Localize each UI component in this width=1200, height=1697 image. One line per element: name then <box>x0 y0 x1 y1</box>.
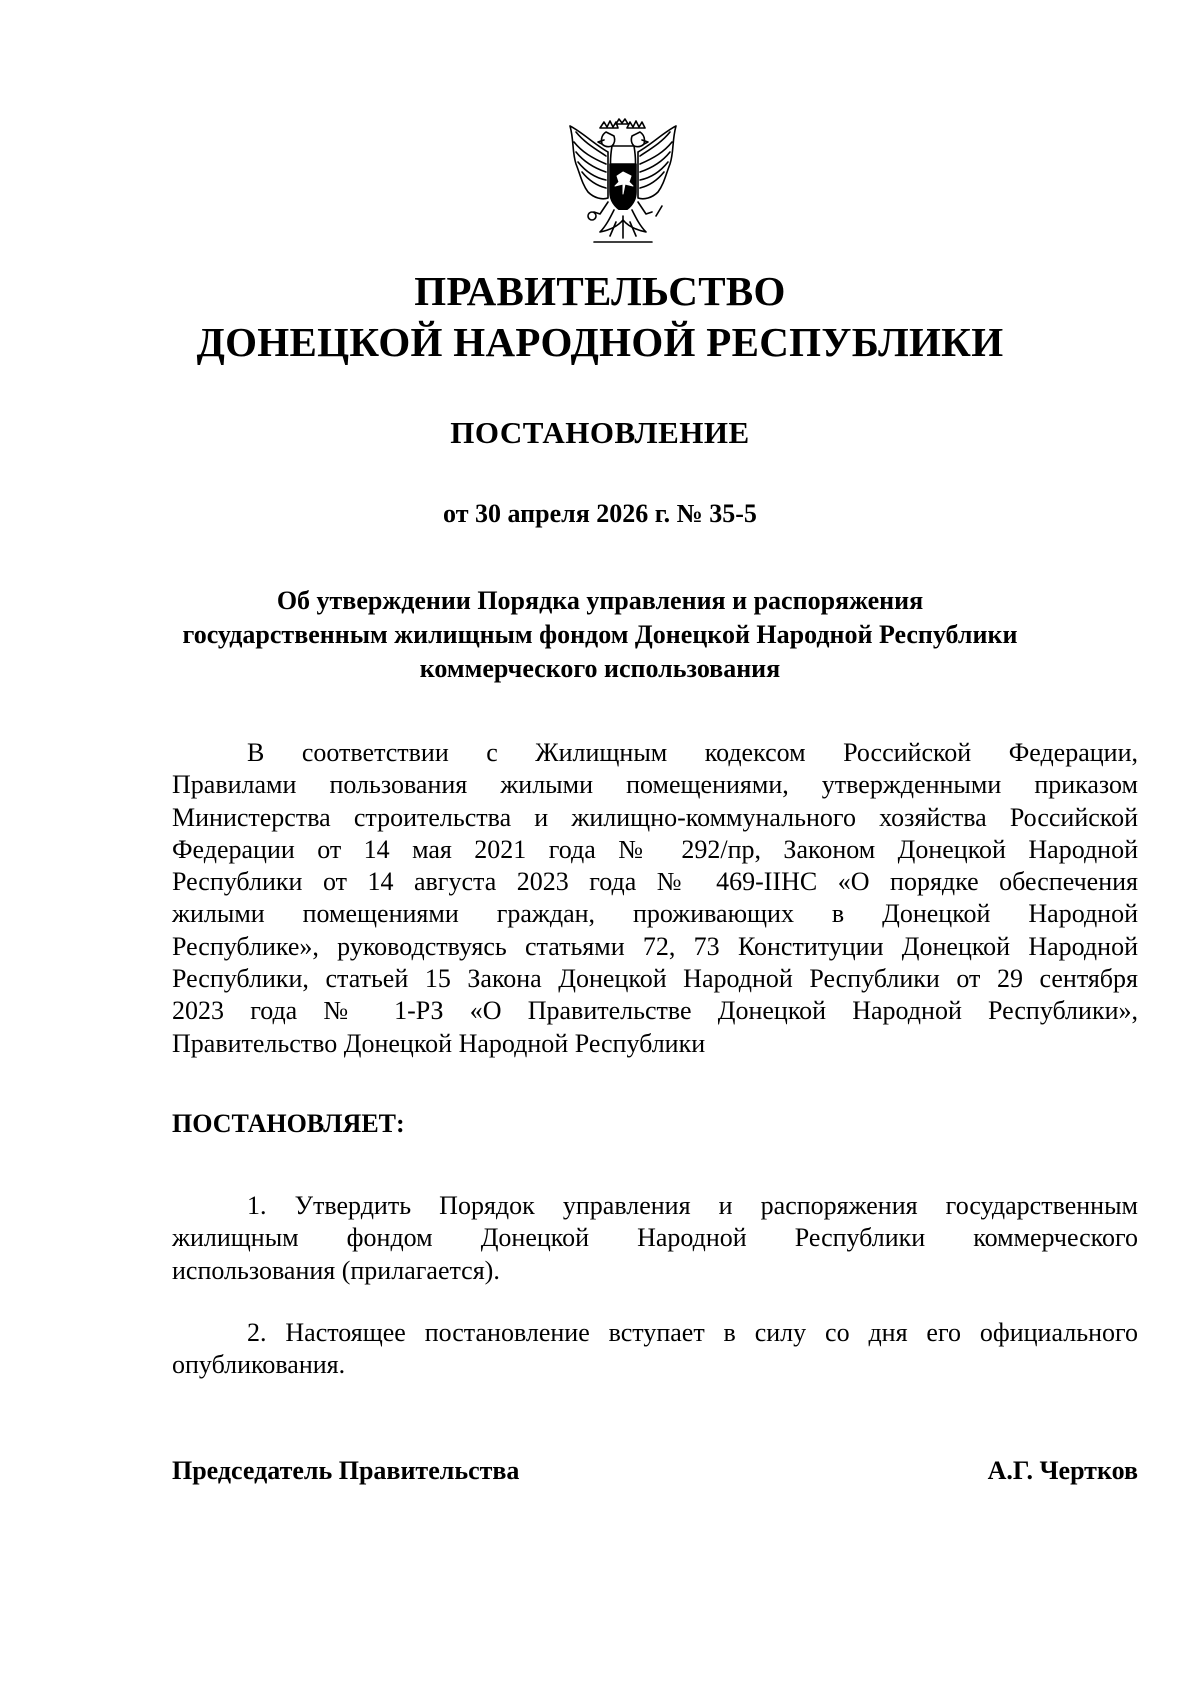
signatory-name: А.Г. Чертков <box>987 1456 1138 1485</box>
preamble-line: Республике», руководствуясь статьями 72, 73 Конституции Донецкой Народной <box>172 931 1138 961</box>
document-subject <box>0 584 1200 686</box>
signatory-position: Председатель Правительства <box>172 1456 520 1485</box>
government-title-line2: ДОНЕЦКОЙ НАРОДНОЙ РЕСПУБЛИКИ <box>196 319 1004 365</box>
preamble-line: Федерации от 14 мая 2021 года № 292/пр, Законом Донецкой Народной <box>172 834 1138 864</box>
resolution-item-1 <box>172 1190 1138 1287</box>
preamble-line: 2023 года № 1-РЗ «О Правительстве Донецкой Народной Республики», <box>172 996 1138 1026</box>
document-date-number: от 30 апреля 2026 г. № 35-5 <box>443 499 757 528</box>
preamble-line: В соответствии с Жилищным кодексом Российской Федерации, <box>247 738 1138 767</box>
government-title <box>0 266 1200 368</box>
preamble-line: Правилами пользования жилыми помещениями, утвержденными приказом <box>172 770 1138 800</box>
subject-line3: коммерческого использования <box>419 654 781 683</box>
preamble-line: Правительство Донецкой Народной Республики <box>172 1028 706 1058</box>
resolve-label: ПОСТАНОВЛЯЕТ: <box>172 1109 405 1138</box>
government-title-line1: ПРАВИТЕЛЬСТВО <box>414 268 786 314</box>
preamble-line: Министерства строительства и жилищно-коммунального хозяйства Российской <box>172 802 1138 832</box>
resolution-item-2 <box>172 1317 1138 1382</box>
subject-line2: государственным жилищным фондом Донецкой Народной Республики <box>182 620 1018 649</box>
preamble-line: Республики от 14 августа 2023 года № 469-IIНС «О порядке обеспечения <box>172 867 1138 897</box>
document-type: ПОСТАНОВЛЕНИЕ <box>450 415 750 450</box>
item-line: использования (прилагается). <box>172 1255 500 1285</box>
coat-of-arms-icon <box>564 118 682 250</box>
item-line: жилищным фондом Донецкой Народной Республики коммерческого <box>172 1223 1138 1253</box>
preamble-paragraph <box>172 737 1138 1060</box>
item-line: 2. Настоящее постановление вступает в силу со дня его официального <box>247 1318 1138 1347</box>
item-line: опубликования. <box>172 1350 346 1380</box>
preamble-line: жилыми помещениями граждан, проживающих в Донецкой Народной <box>172 899 1138 929</box>
subject-line1: Об утверждении Порядка управления и распоряжения <box>276 586 924 615</box>
item-line: 1. Утвердить Порядок управления и распоряжения государственным <box>247 1191 1138 1220</box>
preamble-line: Республики, статьей 15 Закона Донецкой Народной Республики от 29 сентября <box>172 964 1138 994</box>
